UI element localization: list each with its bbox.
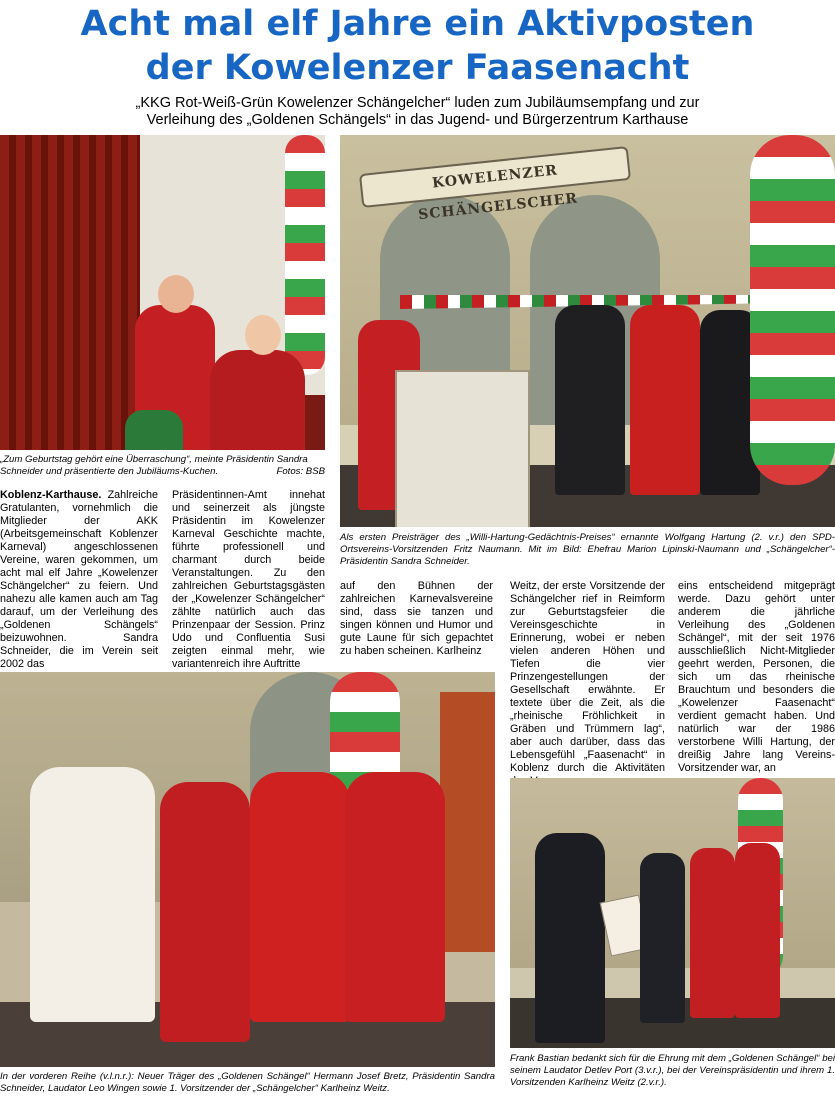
headline-line-1: Acht mal elf Jahre ein Aktivposten bbox=[80, 4, 755, 44]
article-col3-text: auf den Bühnen der zahlreichen Karnevalsvereine sind, dass sie tanzen und singen können und Humor und gute Laune für sich gepachtet zu haben scheinen. Karlheinz bbox=[340, 580, 493, 657]
caption-photo-3: In der vorderen Reihe (v.l.n.r.): Neuer Träger des „Goldenen Schängel“ Hermann Josef Bretz, Präsidentin Sandra Schneider, Laudator Leo Wingen sowie 1. Vorsitzender der „Schängelcher“ Karlheinz Weitz. bbox=[0, 1071, 495, 1094]
article-col2-text: Präsidentinnen-Amt innehat und seinerzeit als jüngste Präsidentin im Kowelenzer Karneval Geschichte machte, führte professionell und charmant durch beide Veranstaltungen. Zu den zahlreichen Geburtstagsgästen der „Kowelenzer Schängelcher“ zählte natürlich auch das Prinzenpaar der Session. Prinz Udo und Confluentia Susi zeigten einmal mehr, wie variantenreich ihre Auftritte bbox=[172, 489, 325, 670]
article-column-3 bbox=[340, 580, 493, 658]
article-col1-text: Zahlreiche Gratulanten, vornehmlich die Mitglieder der AKK (Arbeitsgemeinschaft Koblenzer Karneval) angeschlossenen Vereine, waren gekommen, um acht mal elf Jahre „Kowelenzer Schängelcher“ zu feiern. Und nahezu alle kamen auch am Tag darauf, um der Verleihung des „Goldenen Schängels“ beizuwohnen. Sandra Schneider, die im Verein seit 2002 das bbox=[0, 489, 158, 670]
article-column-4 bbox=[510, 580, 665, 788]
photo-credit: Fotos: BSB bbox=[276, 466, 325, 477]
caption-photo-1-text: „Zum Geburtstag gehört eine Überraschung“, meinte Präsidentin Sandra Schneider und präsentierte den Jubiläums-Kuchen. bbox=[0, 454, 308, 477]
article-column-5 bbox=[678, 580, 835, 775]
photo-golden-schaengel-group bbox=[0, 672, 495, 1067]
mural-banner: KOWELENZER SCHÄNGELSCHER bbox=[359, 146, 631, 208]
article-column-1 bbox=[0, 489, 158, 671]
caption-photo-4: Frank Bastian bedankt sich für die Ehrung mit dem „Goldenen Schängel“ bei seinem Laudator Detlev Port (3.v.r.), bei der Vereinspräsidentin und ihrem 1. Vorsitzenden Karlheinz Weitz (2.v.r.). bbox=[510, 1053, 835, 1088]
subheadline bbox=[0, 95, 835, 129]
article-col4-text: Weitz, der erste Vorsitzende der Schängelcher rief in Reimform zur Geburtstagsfeier die Vereinsgeschichte in Erinnerung, wobei er neben vielen anderen Höhen und Tiefen die vier Prinzengestellungen der Gesellschaft erwähnte. Er textete über die Zeit, als die „rheinische Fröhlichkeit in Gräben und Trümmern lag“, aber auch darüber, dass das Lebensgefühl „Faasenacht“ in Koblenz durch die Aktivitäten bbox=[510, 580, 665, 774]
subheadline-line-1: „KKG Rot-Weiß-Grün Kowelenzer Schängelcher“ luden zum Jubiläumsempfang und zur bbox=[135, 95, 700, 111]
photo-frank-bastian-thanks bbox=[510, 778, 835, 1048]
caption-photo-2: Als ersten Preisträger des „Willi-Hartung-Gedächtnis-Preises“ ernannte Wolfgang Hartung (2. v.r.) den SPD-Ortsvereins-Vorsitzenden Fritz Naumann. Mit im Bild: Ehefrau Marion Lipinski-Naumann und „Schängelcher“-Präsidentin Sandra Schneider. bbox=[340, 532, 835, 567]
photo-prize-ceremony bbox=[340, 135, 835, 527]
subheadline-line-2: Verleihung des „Goldenen Schängels“ in das Jugend- und Bürgerzentrum Karthause bbox=[146, 112, 689, 128]
article-lead: Koblenz-Karthause. bbox=[0, 489, 102, 501]
caption-photo-1 bbox=[0, 454, 325, 478]
article-column-2 bbox=[172, 489, 325, 671]
photo-birthday-cake bbox=[0, 135, 325, 450]
headline-line-2: der Kowelenzer Faasenacht bbox=[145, 48, 690, 88]
article-col5-text: eins entscheidend mitgeprägt werde. Dazu gehört unter anderem die jährliche Verleihung des „Goldenen Schängel“, mit der seit 1976 ausschließlich Nicht-Mitglieder geehrt werden, Personen, die sich um das rheinische Brauchtum und besonders die „Kowelenzer Faasenacht“ verdient gemacht haben. Und natürlich war der 1986 verstorbene Willi Hartung, der dreißig Jahre lang Vereins-Vorsitzender war, an bbox=[678, 580, 835, 774]
